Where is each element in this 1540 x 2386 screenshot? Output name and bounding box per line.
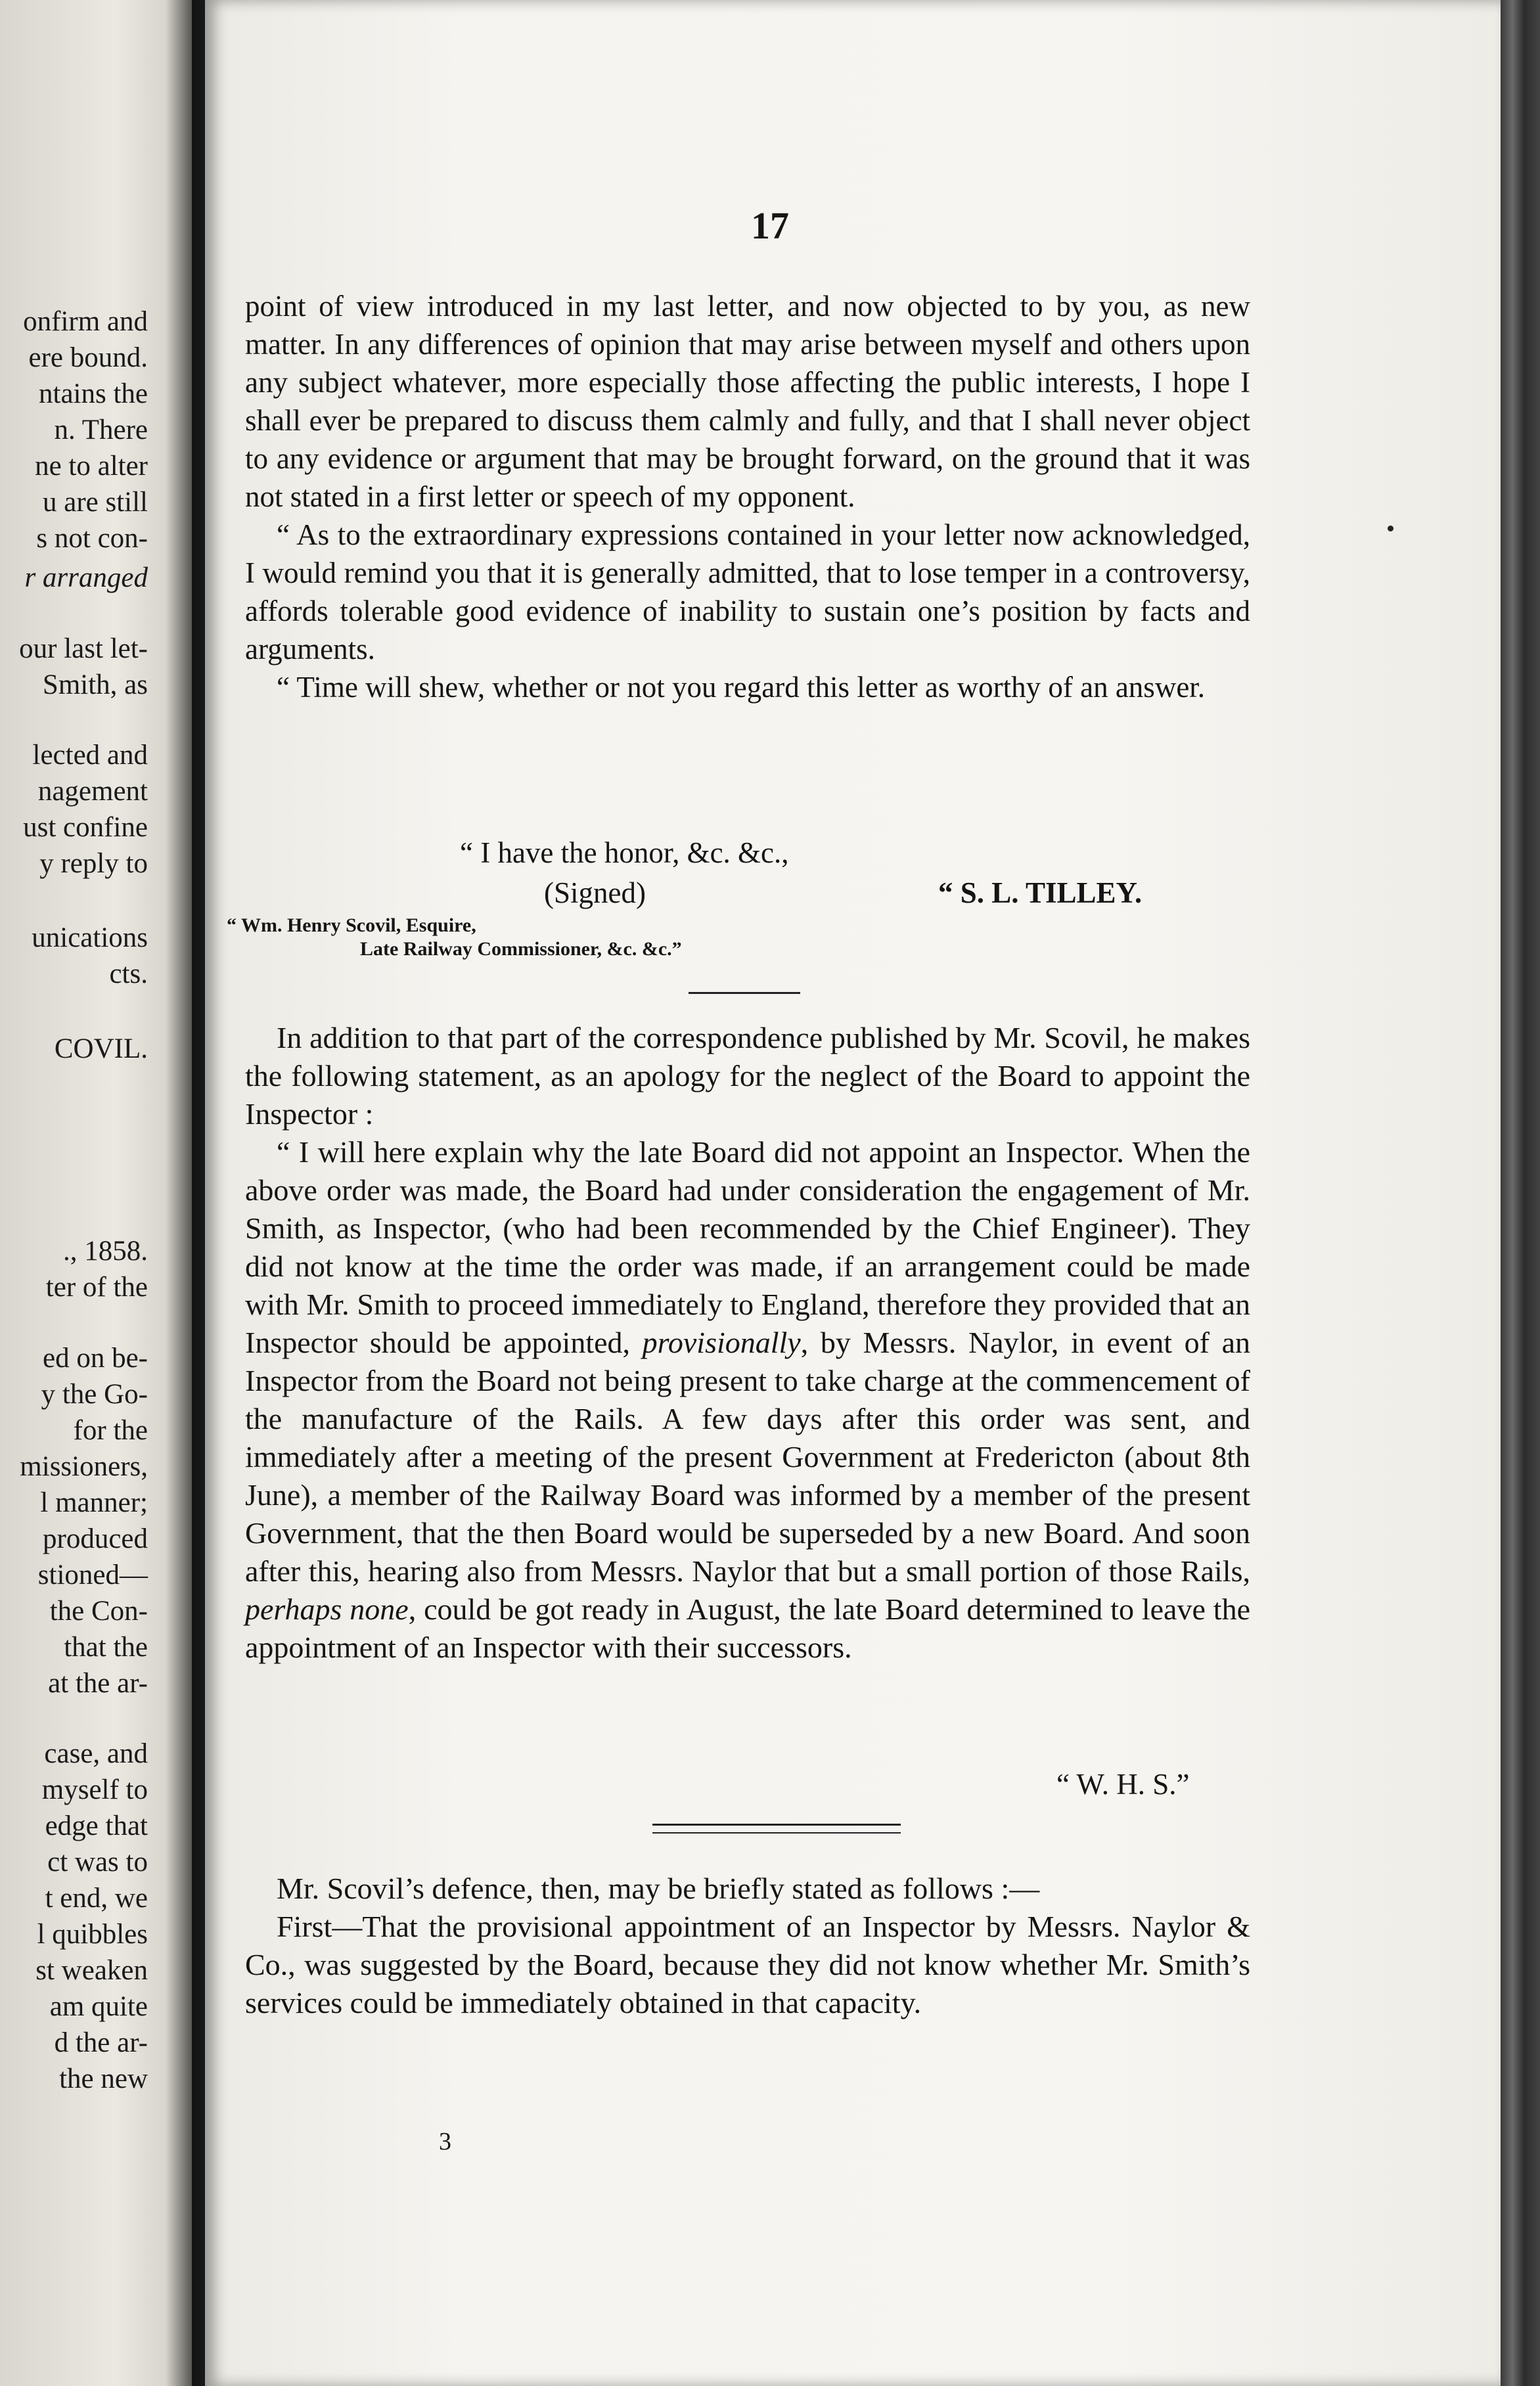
facing-page-line: l quibbles (37, 1919, 148, 1950)
facing-page-line: onfirm and (23, 306, 148, 337)
facing-page-line: y the Go- (41, 1379, 148, 1410)
addressee-title: Late Railway Commissioner, &c. &c.” (360, 938, 682, 960)
facing-page-line: st weaken (35, 1955, 148, 1986)
facing-page-line: case, and (44, 1738, 148, 1769)
facing-page-line: nagement (37, 776, 148, 807)
facing-page-line: stioned— (37, 1560, 148, 1590)
facing-page-line: lected and (32, 740, 148, 771)
facing-page-line: our last let- (19, 633, 148, 664)
facing-page-line: ntains the (39, 378, 148, 409)
facing-page-line: s not con- (36, 523, 148, 554)
facing-page-line: y reply to (39, 848, 148, 879)
facing-page-line: the Con- (49, 1596, 148, 1627)
body-paragraph: Mr. Scovil’s defence, then, may be briefly stated as follows :— (277, 1872, 1040, 1905)
facing-page-line: ct was to (47, 1847, 148, 1878)
quoted-statement: “ I will here explain why the late Board did not appoint an Inspector. When the above order was made, the Board had under consideration the engagement of Mr. Smith, as Inspector, (who had been recommended by the Chief Engineer). They did not know at the time the order was made, if an arrangement could be made with Mr. Smith to proceed immediately to England, therefore they provided that an Inspector should be appointed, provisionally, by Messrs. Naylor, in event of an Inspector from the Board not being present to take charge at the commencement of the manufacture of the Rails. A few days after this order was sent, and immediately after a meeting of the present Government at Fredericton (about 8th June), a member of the Railway Board was informed by a member of the present Government, that the then Board would be superseded by a new Board. And soon after this, hearing also from Messrs. Naylor that but a small portion of those Rails, perhaps none, could be got ready in August, the late Board determined to leave the appointment of an Inspector with their successors. (245, 1135, 1250, 1664)
facing-page-line: am quite (49, 1991, 148, 2022)
facing-page (0, 0, 192, 2386)
facing-page-line: r arranged (24, 562, 148, 593)
body-text (245, 1019, 1250, 1667)
letter-paragraph: “ As to the extraordinary expressions contained in your letter now acknowledged, I would remind you that it is generally admitted, that to lose temper in a controversy, affords tolerable good evidence of inability to sustain one’s position by facts and arguments. (245, 518, 1250, 665)
double-rule-top (652, 1824, 901, 1826)
facing-page-line: ere bound. (28, 342, 148, 373)
double-rule-bottom (652, 1832, 901, 1834)
facing-page-line: t end, we (45, 1883, 148, 1914)
signed-label: (Signed) (544, 876, 646, 909)
italic-provisionally: provisionally (642, 1326, 801, 1359)
section-divider (689, 992, 800, 994)
facing-page-line: Smith, as (42, 669, 148, 700)
signature-whs: “ W. H. S.” (1056, 1768, 1190, 1801)
facing-page-line: produced (43, 1523, 148, 1554)
facing-page-line: for the (73, 1415, 148, 1446)
facing-page-line: myself to (41, 1774, 148, 1805)
facing-page-line: ust confine (23, 812, 148, 843)
facing-page-line: l manner; (40, 1487, 148, 1518)
signature-mark: 3 (439, 2128, 451, 2155)
facing-page-line: edge that (45, 1811, 148, 1841)
ink-speck (1388, 526, 1393, 531)
letter-text (245, 287, 1250, 706)
facing-page-line: missioners, (20, 1451, 148, 1482)
facing-page-line: ., 1858. (63, 1236, 148, 1267)
facing-page-line: the new (59, 2063, 148, 2094)
italic-perhaps-none: perhaps none (245, 1592, 409, 1626)
facing-page-line: ter of the (45, 1272, 148, 1303)
facing-page-line: n. There (54, 415, 148, 445)
body-paragraph: First—That the provisional appointment of an Inspector by Messrs. Naylor & Co., was suggested by the Board, because they did not know whether Mr. Smith’s services could be immediately obtained in that capacity. (245, 1910, 1250, 2019)
page-edge (1501, 0, 1540, 2386)
facing-page-line: d the ar- (54, 2027, 148, 2058)
defence-text (245, 1870, 1250, 2022)
letter-closing: “ I have the honor, &c. &c., (460, 836, 789, 869)
facing-page-line: at the ar- (48, 1668, 148, 1699)
facing-page-line: ed on be- (43, 1343, 148, 1374)
facing-page-line: unications (32, 922, 148, 953)
body-paragraph: In addition to that part of the correspondence published by Mr. Scovil, he makes the following statement, as an apology for the neglect of the Board to appoint the Inspector : (245, 1021, 1250, 1131)
signature-tilley: “ S. L. TILLEY. (938, 876, 1143, 909)
facing-page-line: cts. (109, 958, 148, 989)
facing-page-line: COVIL. (54, 1033, 148, 1064)
facing-page-line: ne to alter (35, 451, 148, 482)
letter-paragraph: point of view introduced in my last letter, and now objected to by you, as new matter. In any differences of opinion that may arise between myself and others upon any subject whatever, more especially those affecting the public interests, I hope I shall ever be prepared to discuss them calmly and fully, and that I shall never object to any evidence or argument that may be brought forward, on the ground that it was not stated in a first letter or speech of my opponent. (245, 290, 1250, 513)
facing-page-line: that the (64, 1632, 148, 1663)
page-number: 17 (751, 204, 789, 247)
facing-page-line: u are still (42, 487, 148, 518)
addressee-name: “ Wm. Henry Scovil, Esquire, (227, 914, 476, 936)
letter-paragraph: “ Time will shew, whether or not you regard this letter as worthy of an answer. (277, 671, 1206, 704)
